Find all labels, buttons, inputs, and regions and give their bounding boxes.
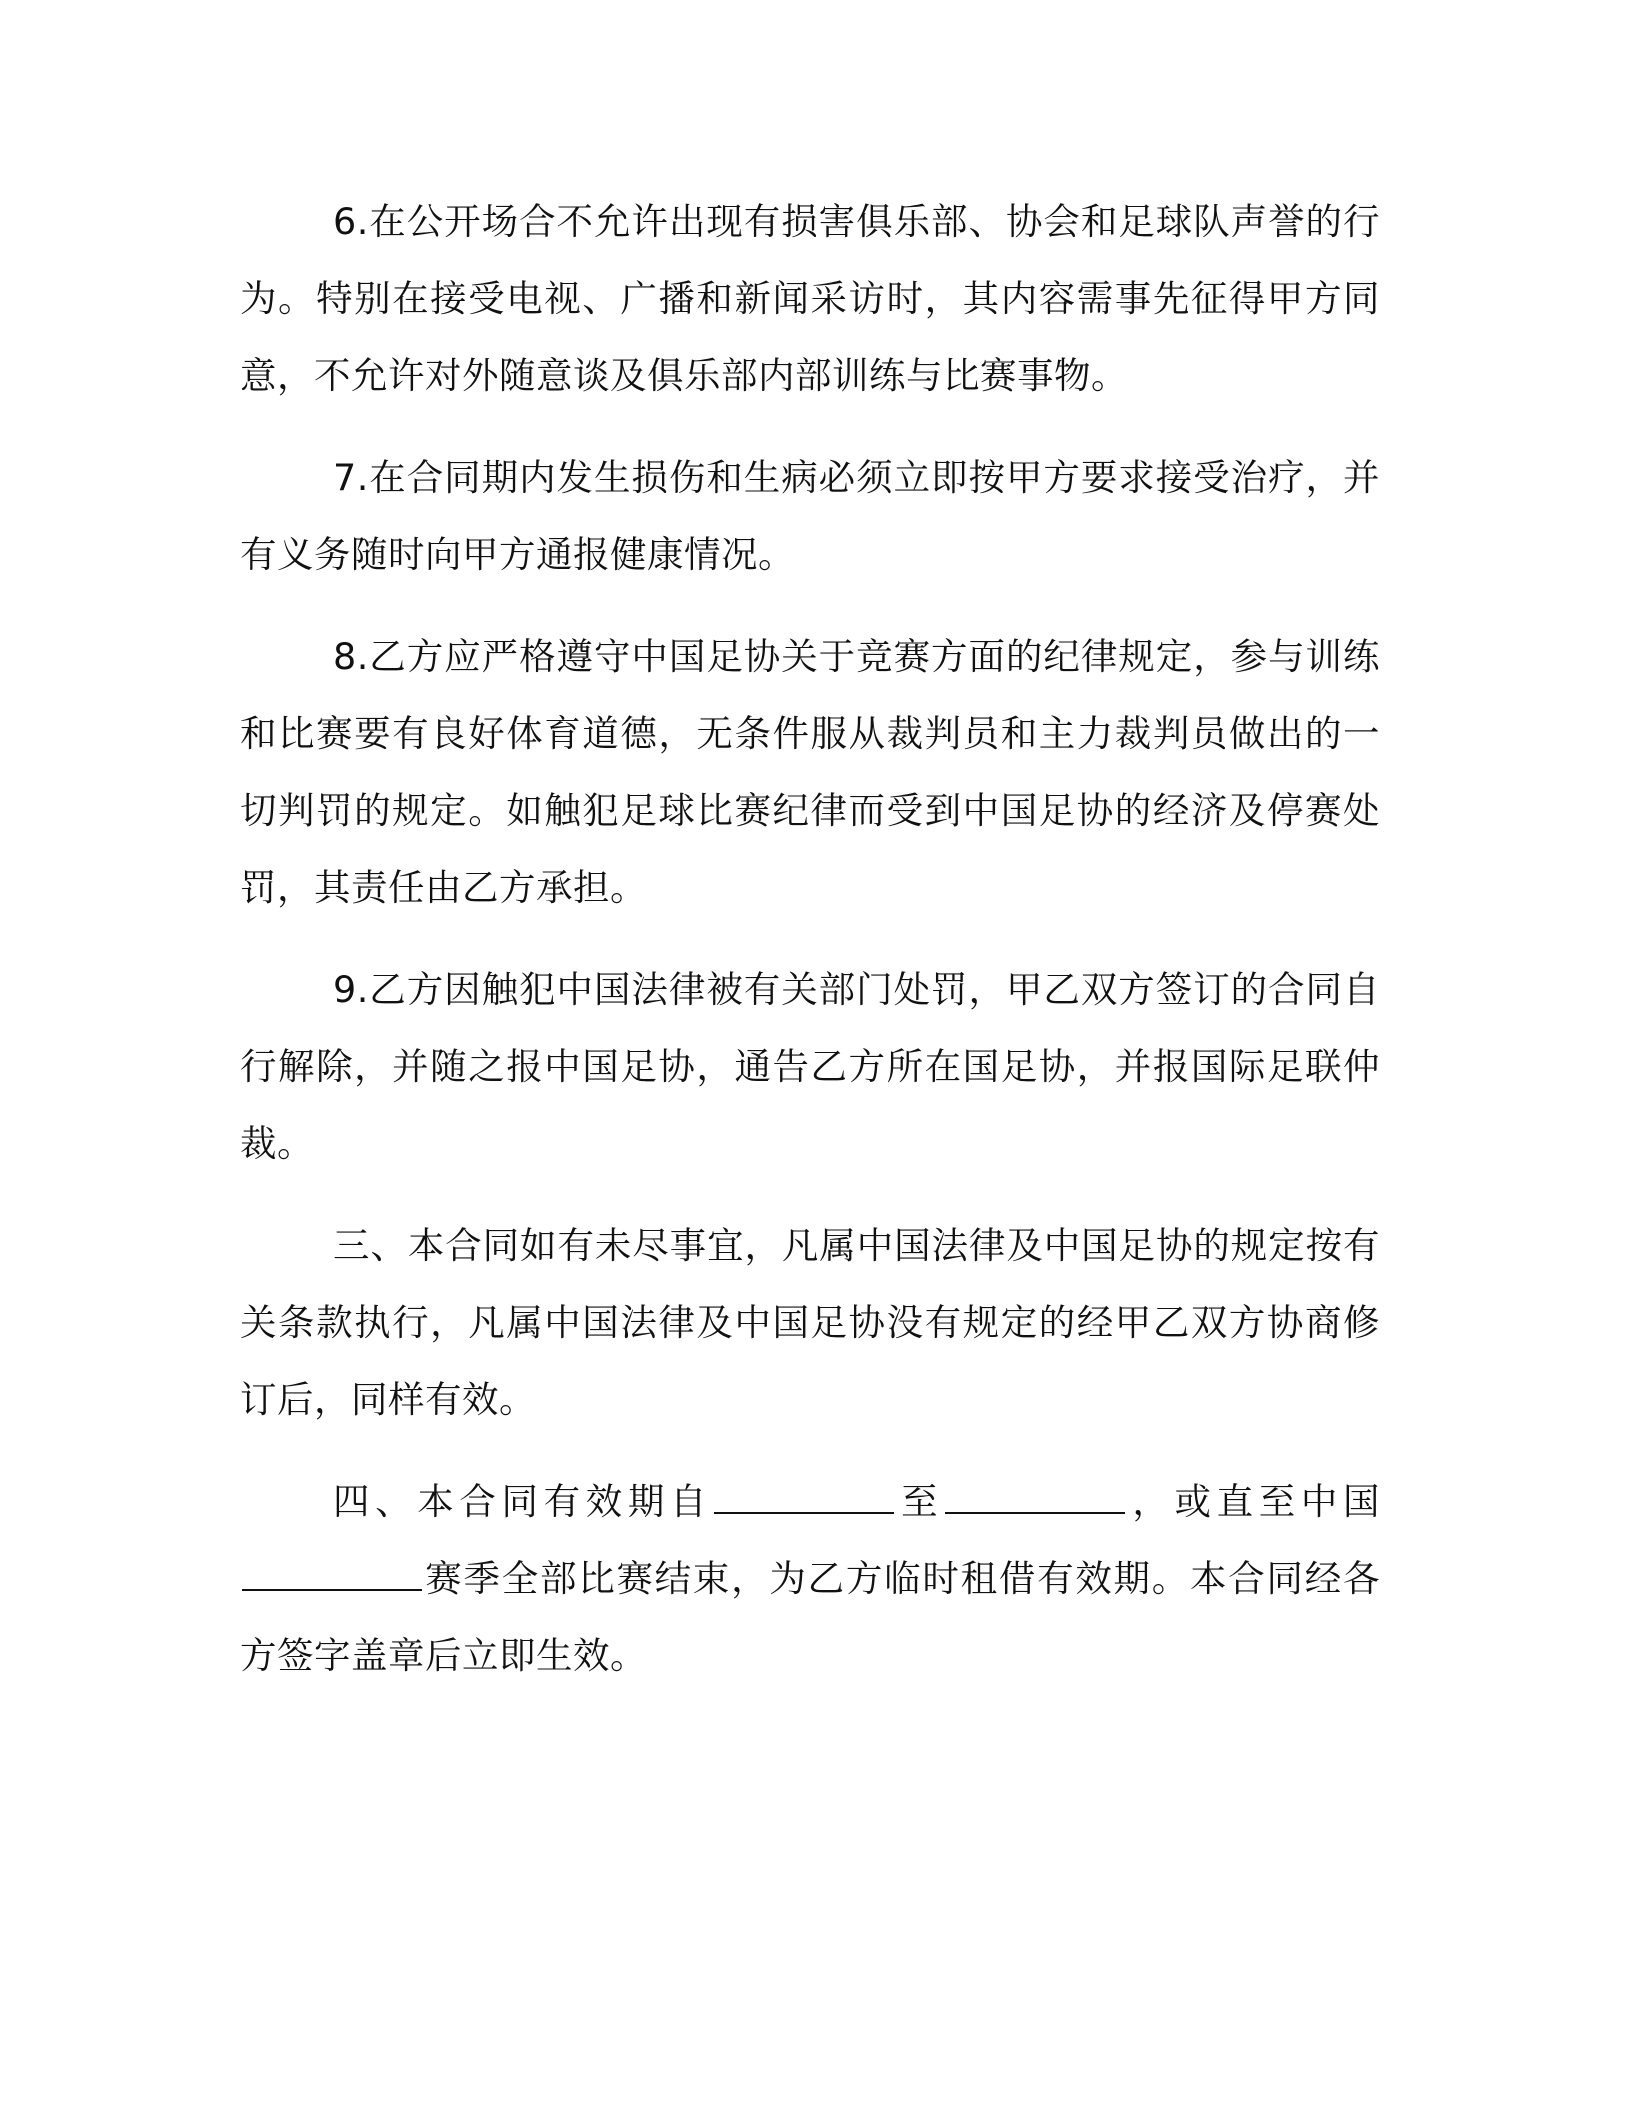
- section-4-text-d: 赛季全部比赛结束，为乙方临时租借有效期。本合同经各方签字盖章后立即生效。: [240, 1557, 1380, 1677]
- document-body: [240, 183, 1380, 1719]
- start-date-blank: [714, 1482, 894, 1514]
- section-4-text-c: ，或直至中国: [1127, 1480, 1381, 1523]
- section-4-text-a: 四、本合同有效期自: [333, 1480, 713, 1523]
- end-date-blank: [945, 1482, 1125, 1514]
- section-4-text-b: 至: [896, 1480, 944, 1523]
- clause-9-paragraph: 9.乙方因触犯中国法律被有关部门处罚，甲乙双方签订的合同自行解除，并随之报中国足协，通告乙方所在国足协，并报国际足联仲裁。: [240, 968, 1380, 1165]
- league-name-blank: [242, 1559, 422, 1591]
- clause-7-paragraph: 7.在合同期内发生损伤和生病必须立即按甲方要求接受治疗，并有义务随时向甲方通报健康情况。: [240, 456, 1380, 576]
- section-3-paragraph: 三、本合同如有未尽事宜，凡属中国法律及中国足协的规定按有关条款执行，凡属中国法律及中国足协没有规定的经甲乙双方协商修订后，同样有效。: [240, 1224, 1380, 1421]
- section-4-paragraph: [240, 1463, 1380, 1694]
- clause-6-paragraph: 6.在公开场合不允许出现有损害俱乐部、协会和足球队声誉的行为。特别在接受电视、广播和新闻采访时，其内容需事先征得甲方同意，不允许对外随意谈及俱乐部内部训练与比赛事物。: [240, 200, 1380, 397]
- clause-8-paragraph: 8.乙方应严格遵守中国足协关于竞赛方面的纪律规定，参与训练和比赛要有良好体育道德，无条件服从裁判员和主力裁判员做出的一切判罚的规定。如触犯足球比赛纪律而受到中国足协的经济及停赛处罚，其责任由乙方承担。: [240, 635, 1380, 909]
